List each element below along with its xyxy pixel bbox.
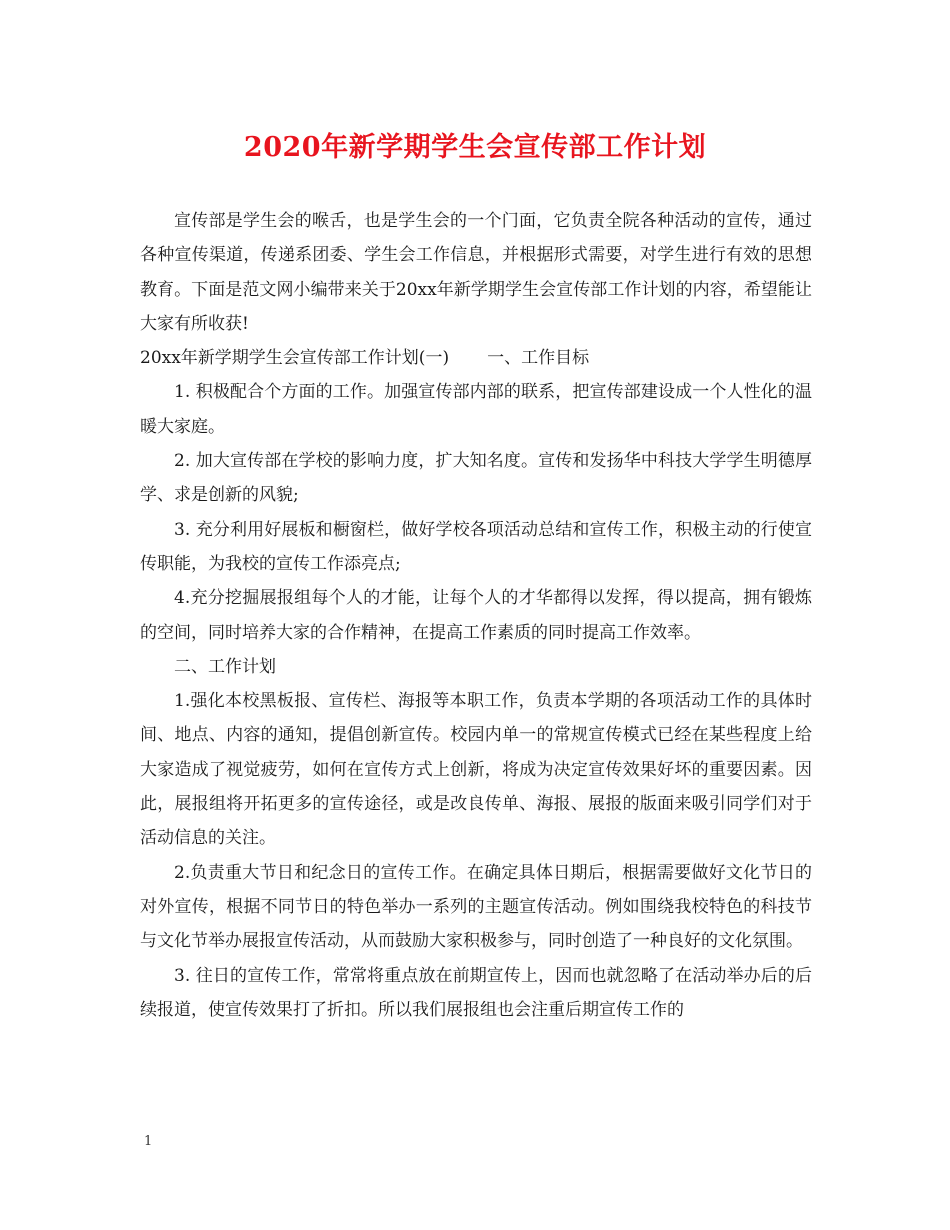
goal-item: 3. 充分利用好展板和橱窗栏，做好学校各项活动总结和宣传工作，积极主动的行使宣传职能，为我校的宣传工作添亮点; <box>140 519 812 574</box>
document-body <box>140 204 812 1027</box>
goal-item: 1. 积极配合个方面的工作。加强宣传部内部的联系，把宣传部建设成一个人性化的温暖大家庭。 <box>140 382 812 437</box>
section-heading-plan: 二、工作计划 <box>174 656 276 677</box>
plan-item: 2.负责重大节日和纪念日的宣传工作。在确定具体日期后，根据需要做好文化节日的对外宣传，根据不同节日的特色举办一系列的主题宣传活动。例如围绕我校特色的科技节与文化节举办展报宣传活动，从而鼓励大家积极参与，同时创造了一种良好的文化氛围。 <box>140 862 812 952</box>
plan-item: 3. 往日的宣传工作，常常将重点放在前期宣传上，因而也就忽略了在活动举办后的后续报道，使宣传效果打了折扣。所以我们展报组也会注重后期宣传工作的 <box>140 965 812 1020</box>
intro-paragraph: 宣传部是学生会的喉舌，也是学生会的一个门面，它负责全院各种活动的宣传，通过各种宣传渠道，传递系团委、学生会工作信息，并根据形式需要，对学生进行有效的思想教育。下面是范文网小编带来关于20xx年新学期学生会宣传部工作计划的内容，希望能让大家有所收获! <box>140 211 812 334</box>
plan-heading-line <box>140 341 812 375</box>
section-heading-goals: 一、工作目标 <box>487 348 590 369</box>
goal-item: 2. 加大宣传部在学校的影响力度，扩大知名度。宣传和发扬华中科技大学学生明德厚学、求是创新的风貌; <box>140 451 812 506</box>
plan-heading: 20xx年新学期学生会宣传部工作计划(一) <box>140 348 450 369</box>
goal-item: 4.充分挖掘展报组每个人的才能，让每个人的才华都得以发挥，得以提高，拥有锻炼的空间，同时培养大家的合作精神，在提高工作素质的同时提高工作效率。 <box>140 588 812 643</box>
document-title: 2020年新学期学生会宣传部工作计划 <box>243 132 707 163</box>
page-number: 1 <box>144 1134 153 1149</box>
plan-item: 1.强化本校黑板报、宣传栏、海报等本职工作，负责本学期的各项活动工作的具体时间、地点、内容的通知，提倡创新宣传。校园内单一的常规宣传模式已经在某些程度上给大家造成了视觉疲劳，如何在宣传方式上创新，将成为决定宣传效果好坏的重要因素。因此，展报组将开拓更多的宣传途径，或是改良传单、海报、展报的版面来吸引同学们对于活动信息的关注。 <box>140 691 812 849</box>
